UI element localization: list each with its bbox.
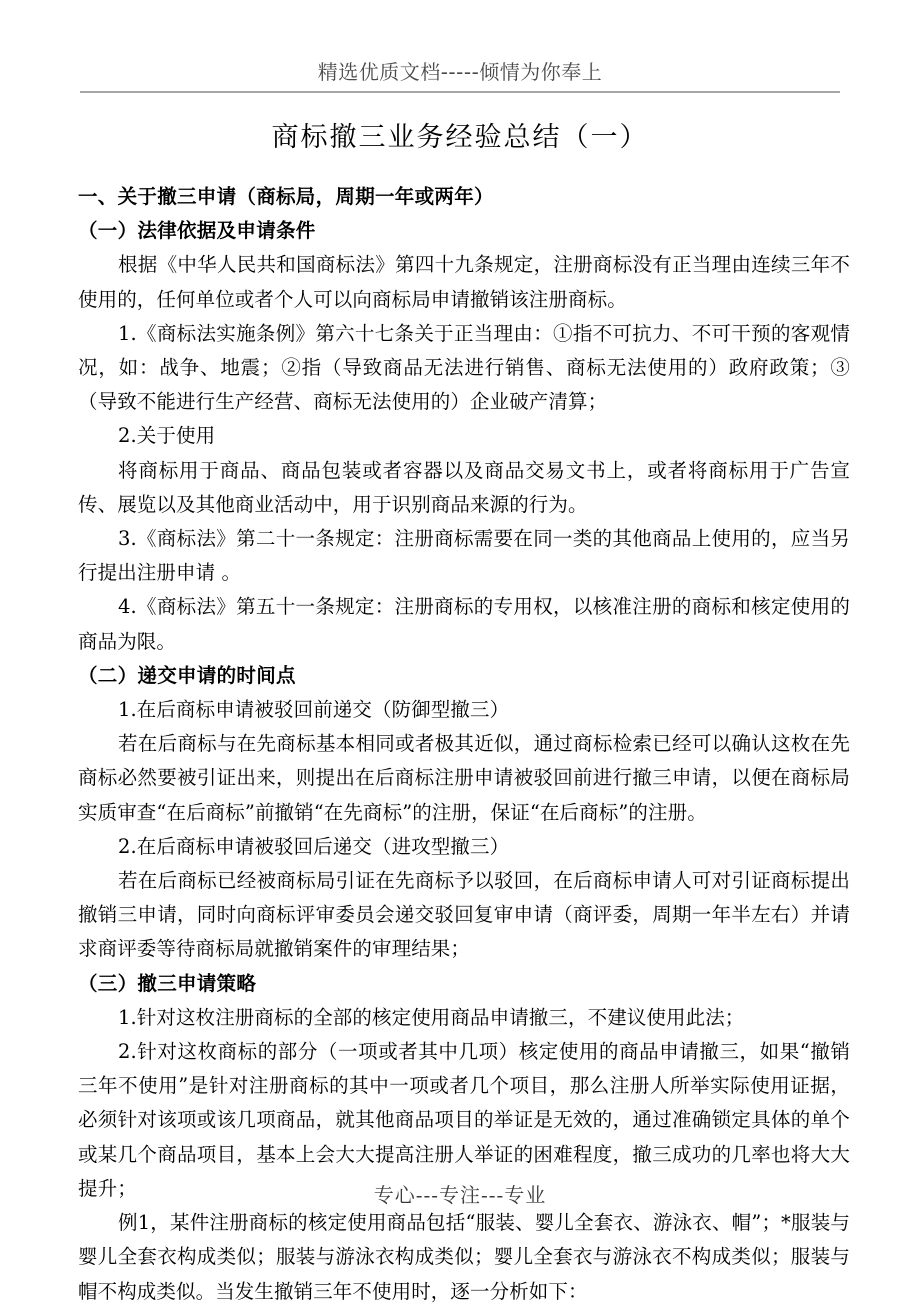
p-1-1-item2-body: 将商标用于商品、商品包装或者容器以及商品交易文书上，或者将商标用于广告宣传、展览以及其他商业活动中，用于识别商品来源的行为。 bbox=[78, 458, 850, 516]
p-1-2-item2: 2.在后商标申请被驳回后递交（进攻型撤三） bbox=[118, 834, 510, 858]
p-1-1-intro: 根据《中华人民共和国商标法》第四十九条规定，注册商标没有正当理由连续三年不使用的，任何单位或者个人可以向商标局申请撤销该注册商标。 bbox=[78, 253, 850, 311]
document-body bbox=[78, 180, 850, 1309]
p-1-1-item2: 2.关于使用 bbox=[118, 424, 216, 448]
p-1-3-example1: 例1，某件注册商标的核定使用商品包括“服装、婴儿全套衣、游泳衣、帽”；*服装与婴儿全套衣构成类似；服装与游泳衣构成类似；婴儿全套衣与游泳衣不构成类似；服装与帽不构成类似。当发生撤销三年不使用时，逐一分析如下： bbox=[78, 1211, 850, 1303]
h-section-1: 一、关于撤三申请（商标局，周期一年或两年） bbox=[78, 185, 494, 208]
h-sub-1-1: （一）法律依据及申请条件 bbox=[78, 219, 316, 243]
header-watermark-text: 精选优质文档-----倾情为你奉上 bbox=[317, 60, 603, 84]
p-1-2-item2-body: 若在后商标已经被商标局引证在先商标予以驳回，在后商标申请人可对引证商标提出撤销三申请，同时向商标评审委员会递交驳回复审申请（商评委，周期一年半左右）并请求商评委等待商标局就撤销案件的审理结果； bbox=[78, 869, 850, 961]
h-sub-1-3: （三）撤三申请策略 bbox=[78, 971, 257, 995]
p-1-1-item3: 3.《商标法》第二十一条规定：注册商标需要在同一类的其他商品上使用的，应当另行提出注册申请 。 bbox=[78, 527, 850, 585]
p-1-1-item4: 4.《商标法》第五十一条规定：注册商标的专用权，以核准注册的商标和核定使用的商品为限。 bbox=[78, 595, 850, 653]
p-1-1-item1: 1.《商标法实施条例》第六十七条关于正当理由：①指不可抗力、不可干预的客观情况，如：战争、地震；②指（导致商品无法进行销售、商标无法使用的）政府政策；③（导致不能进行生产经营、商标无法使用的）企业破产清算； bbox=[78, 321, 850, 414]
page-header bbox=[80, 58, 840, 86]
p-1-3-item1: 1.针对这枚注册商标的全部的核定使用商品申请撤三，不建议使用此法； bbox=[118, 1005, 745, 1029]
page-footer bbox=[80, 1180, 840, 1210]
h-sub-1-2: （二）递交申请的时间点 bbox=[78, 663, 296, 687]
p-1-2-item1: 1.在后商标申请被驳回前递交（防御型撤三） bbox=[118, 698, 510, 722]
p-1-3-item2: 2.针对这枚商标的部分（一项或者其中几项）核定使用的商品申请撤三，如果“撤销三年不使用”是针对注册商标的其中一项或者几个项目，那么注册人所举实际使用证据，必须针对该项或该几项商品，就其他商品项目的举证是无效的，通过准确锁定具体的单个或某几个商品项目，基本上会大大提高注册人举证的困难程度，撤三成功的几率也将大大提升； bbox=[78, 1040, 850, 1200]
header-divider-rule bbox=[80, 91, 840, 93]
p-1-2-item1-body: 若在后商标与在先商标基本相同或者极其近似，通过商标检索已经可以确认这枚在先商标必然要被引证出来，则提出在后商标注册申请被驳回前进行撤三申请，以便在商标局实质审查“在后商标”前撤销“在先商标”的注册，保证“在后商标”的注册。 bbox=[78, 732, 850, 824]
footer-slogan-text: 专心---专注---专业 bbox=[373, 1183, 547, 1207]
document-title: 商标撤三业务经验总结（一） bbox=[271, 122, 649, 153]
